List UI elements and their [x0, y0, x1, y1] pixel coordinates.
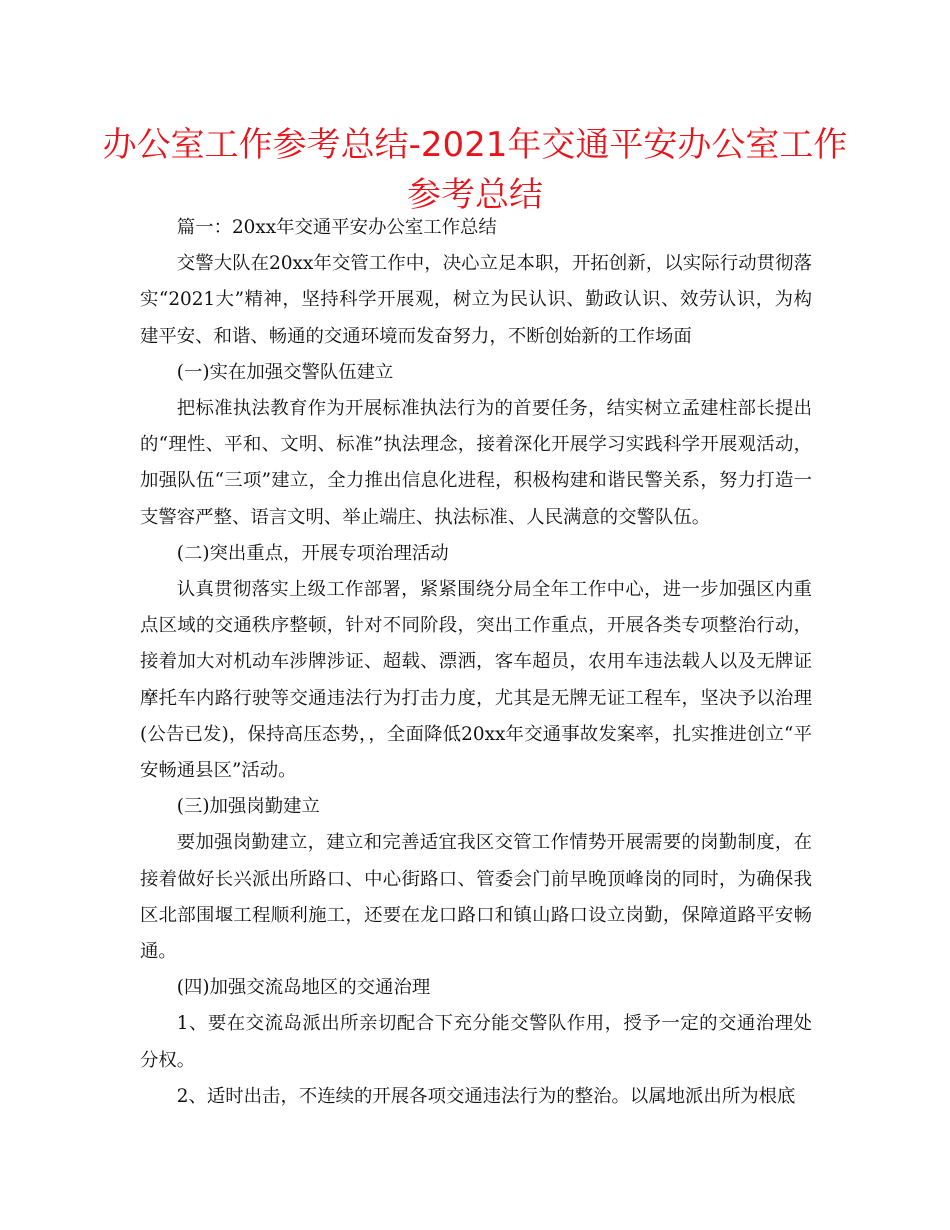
paragraph: 要加强岗勤建立，建立和完善适宜我区交管工作情势开展需要的岗勤制度，在接着做好长兴派出所路口、中心街路口、管委会门前早晚顶峰岗的同时，为确保我区北部围堰工程顺利施工，还要在龙口路口和镇山路口设立岗勤，保障道路平安畅通。 [140, 832, 812, 963]
section-heading: (三)加强岗勤建立 [176, 796, 320, 818]
document-title: 办公室工作参考总结-2021年交通平安办公室工作参考总结 [102, 125, 848, 215]
section-heading: (四)加强交流岛地区的交通治理 [176, 977, 431, 999]
paragraph: 把标准执法教育作为开展标准执法行为的首要任务，结实树立孟建柱部长提出的“理性、平和、文明、标准”执法理念，接着深化开展学习实践科学开展观活动，加强队伍“三项”建立，全力推出信息化进程，积极构建和谐民警关系，努力打造一支警容严整、语言文明、举止端庄、执法标准、人民满意的交警队伍。 [140, 398, 812, 528]
paragraph: 2、适时出击，不连续的开展各项交通违法行为的整治。以属地派出所为根底 [176, 1085, 796, 1107]
paragraph: 1、要在交流岛派出所亲切配合下充分能交警队作用，授予一定的交通治理处分权。 [140, 1013, 812, 1071]
document-body [140, 210, 812, 1115]
section-heading: (二)突出重点，开展专项治理活动 [176, 542, 449, 564]
paragraph: 认真贯彻落实上级工作部署，紧紧围绕分局全年工作中心，进一步加强区内重点区域的交通秩序整顿，针对不同阶段，突出工作重点，开展各类专项整治行动，接着加大对机动车涉牌涉证、超载、漂洒，客车超员，农用车违法载人以及无牌证摩托车内路行驶等交通违法行为打击力度，尤其是无牌无证工程车，坚决予以治理(公告已发)，保持高压态势，，全面降低20xx年交通事故发案率，扎实推进创立“平安畅通县区”活动。 [140, 579, 812, 782]
paragraph: 篇一：20xx年交通平安办公室工作总结 [176, 217, 497, 238]
paragraph: 交警大队在20xx年交管工作中，决心立足本职，开拓创新，以实际行动贯彻落实“2021大”精神，坚持科学开展观，树立为民认识、勤政认识、效劳认识，为构建平安、和谐、畅通的交通环境而发奋努力，不断创始新的工作场面 [140, 253, 812, 347]
section-heading: (一)实在加强交警队伍建立 [176, 361, 394, 383]
